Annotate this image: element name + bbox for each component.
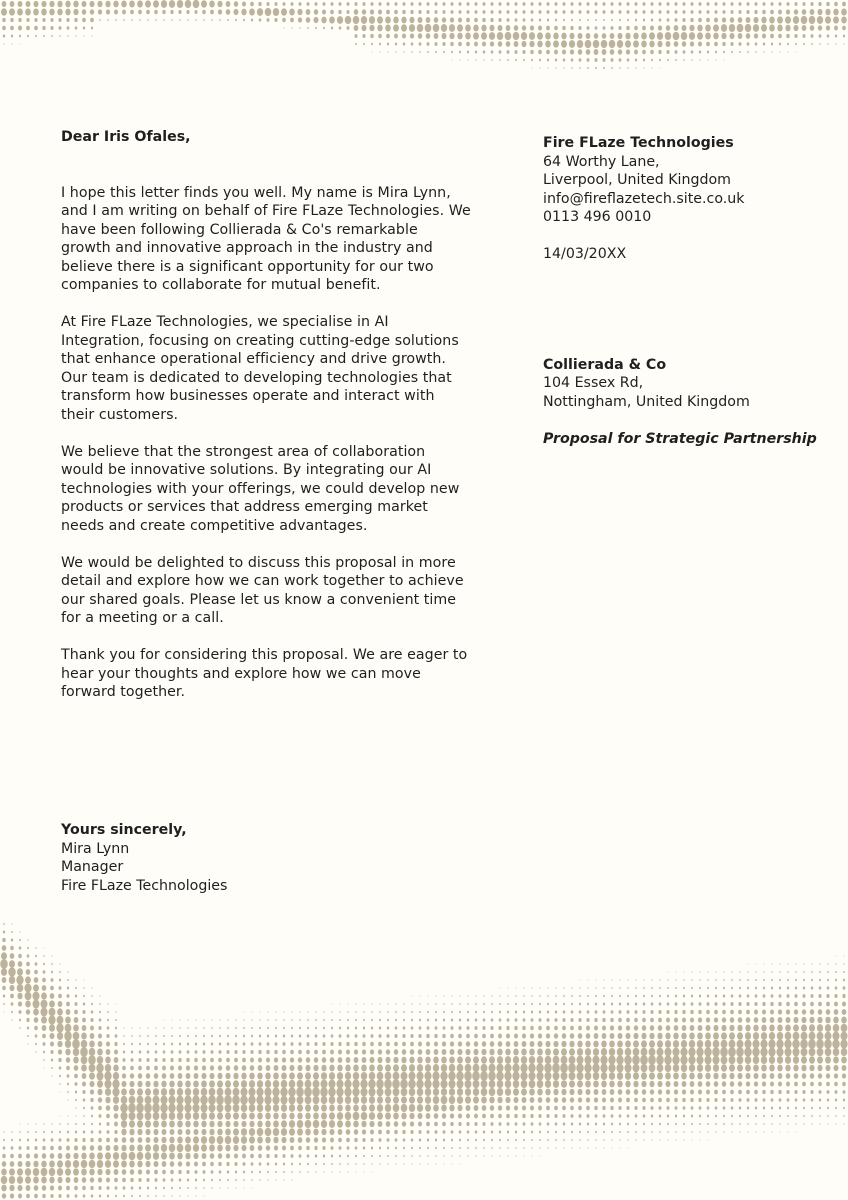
- signature-block: [61, 821, 227, 895]
- sender-address-line2: Liverpool, United Kingdom: [543, 172, 732, 188]
- address-block: [543, 134, 833, 448]
- sender-phone: 0113 496 0010: [543, 209, 652, 225]
- signer-title: Manager: [61, 859, 124, 875]
- letter-date: 14/03/20XX: [543, 246, 627, 262]
- recipient-block: [543, 356, 833, 449]
- paragraph-collaboration: We believe that the strongest area of collaboration would be innovative solutions. By integrating our AI technologies with your offerings, we could develop new products or services that address emerging market needs and create competitive advantages.: [61, 443, 460, 534]
- signer-company: Fire FLaze Technologies: [61, 877, 228, 894]
- paragraph-thanks: Thank you for considering this proposal. We are eager to hear your thoughts and explore how we can move forward together.: [61, 647, 468, 700]
- recipient-company: Collierada & Co: [543, 356, 667, 373]
- halftone-wave-bottom-decoration: [0, 920, 848, 1200]
- sender-company: Fire FLaze Technologies: [543, 135, 734, 151]
- recipient-address-line1: 104 Essex Rd,: [543, 375, 644, 391]
- sender-email: info@fireflazetech.site.co.uk: [543, 190, 745, 207]
- paragraph-intro: I hope this letter finds you well. My name is Mira Lynn, and I am writing on behalf of Fire FLaze Technologies. We have been following Collierada & Co's remarkable growth and innovative approach in the industry and believe there is a significant opportunity for our two companies to collaborate for mutual benefit.: [61, 184, 471, 293]
- sender-address-line1: 64 Worthy Lane,: [543, 153, 660, 170]
- signer-name: Mira Lynn: [61, 840, 130, 857]
- sender-block: [543, 134, 833, 264]
- recipient-address-line2: Nottingham, United Kingdom: [543, 393, 750, 410]
- paragraph-meeting-request: We would be delighted to discuss this proposal in more detail and explore how we can work together to achieve our shared goals. Please let us know a convenient time for a meeting or a call.: [61, 554, 464, 626]
- letter-subject: Proposal for Strategic Partnership: [543, 430, 817, 447]
- paragraph-specialisation: At Fire FLaze Technologies, we specialise in AI Integration, focusing on creating cutting-edge solutions that enhance operational efficiency and drive growth. Our team is dedicated to developing technologies that transform how businesses operate and interact with their customers.: [61, 314, 459, 423]
- closing: Yours sincerely,: [61, 822, 187, 838]
- halftone-wave-top-decoration: [0, 0, 848, 100]
- letter-body: [61, 128, 471, 720]
- greeting: Dear Iris Ofales,: [61, 129, 191, 145]
